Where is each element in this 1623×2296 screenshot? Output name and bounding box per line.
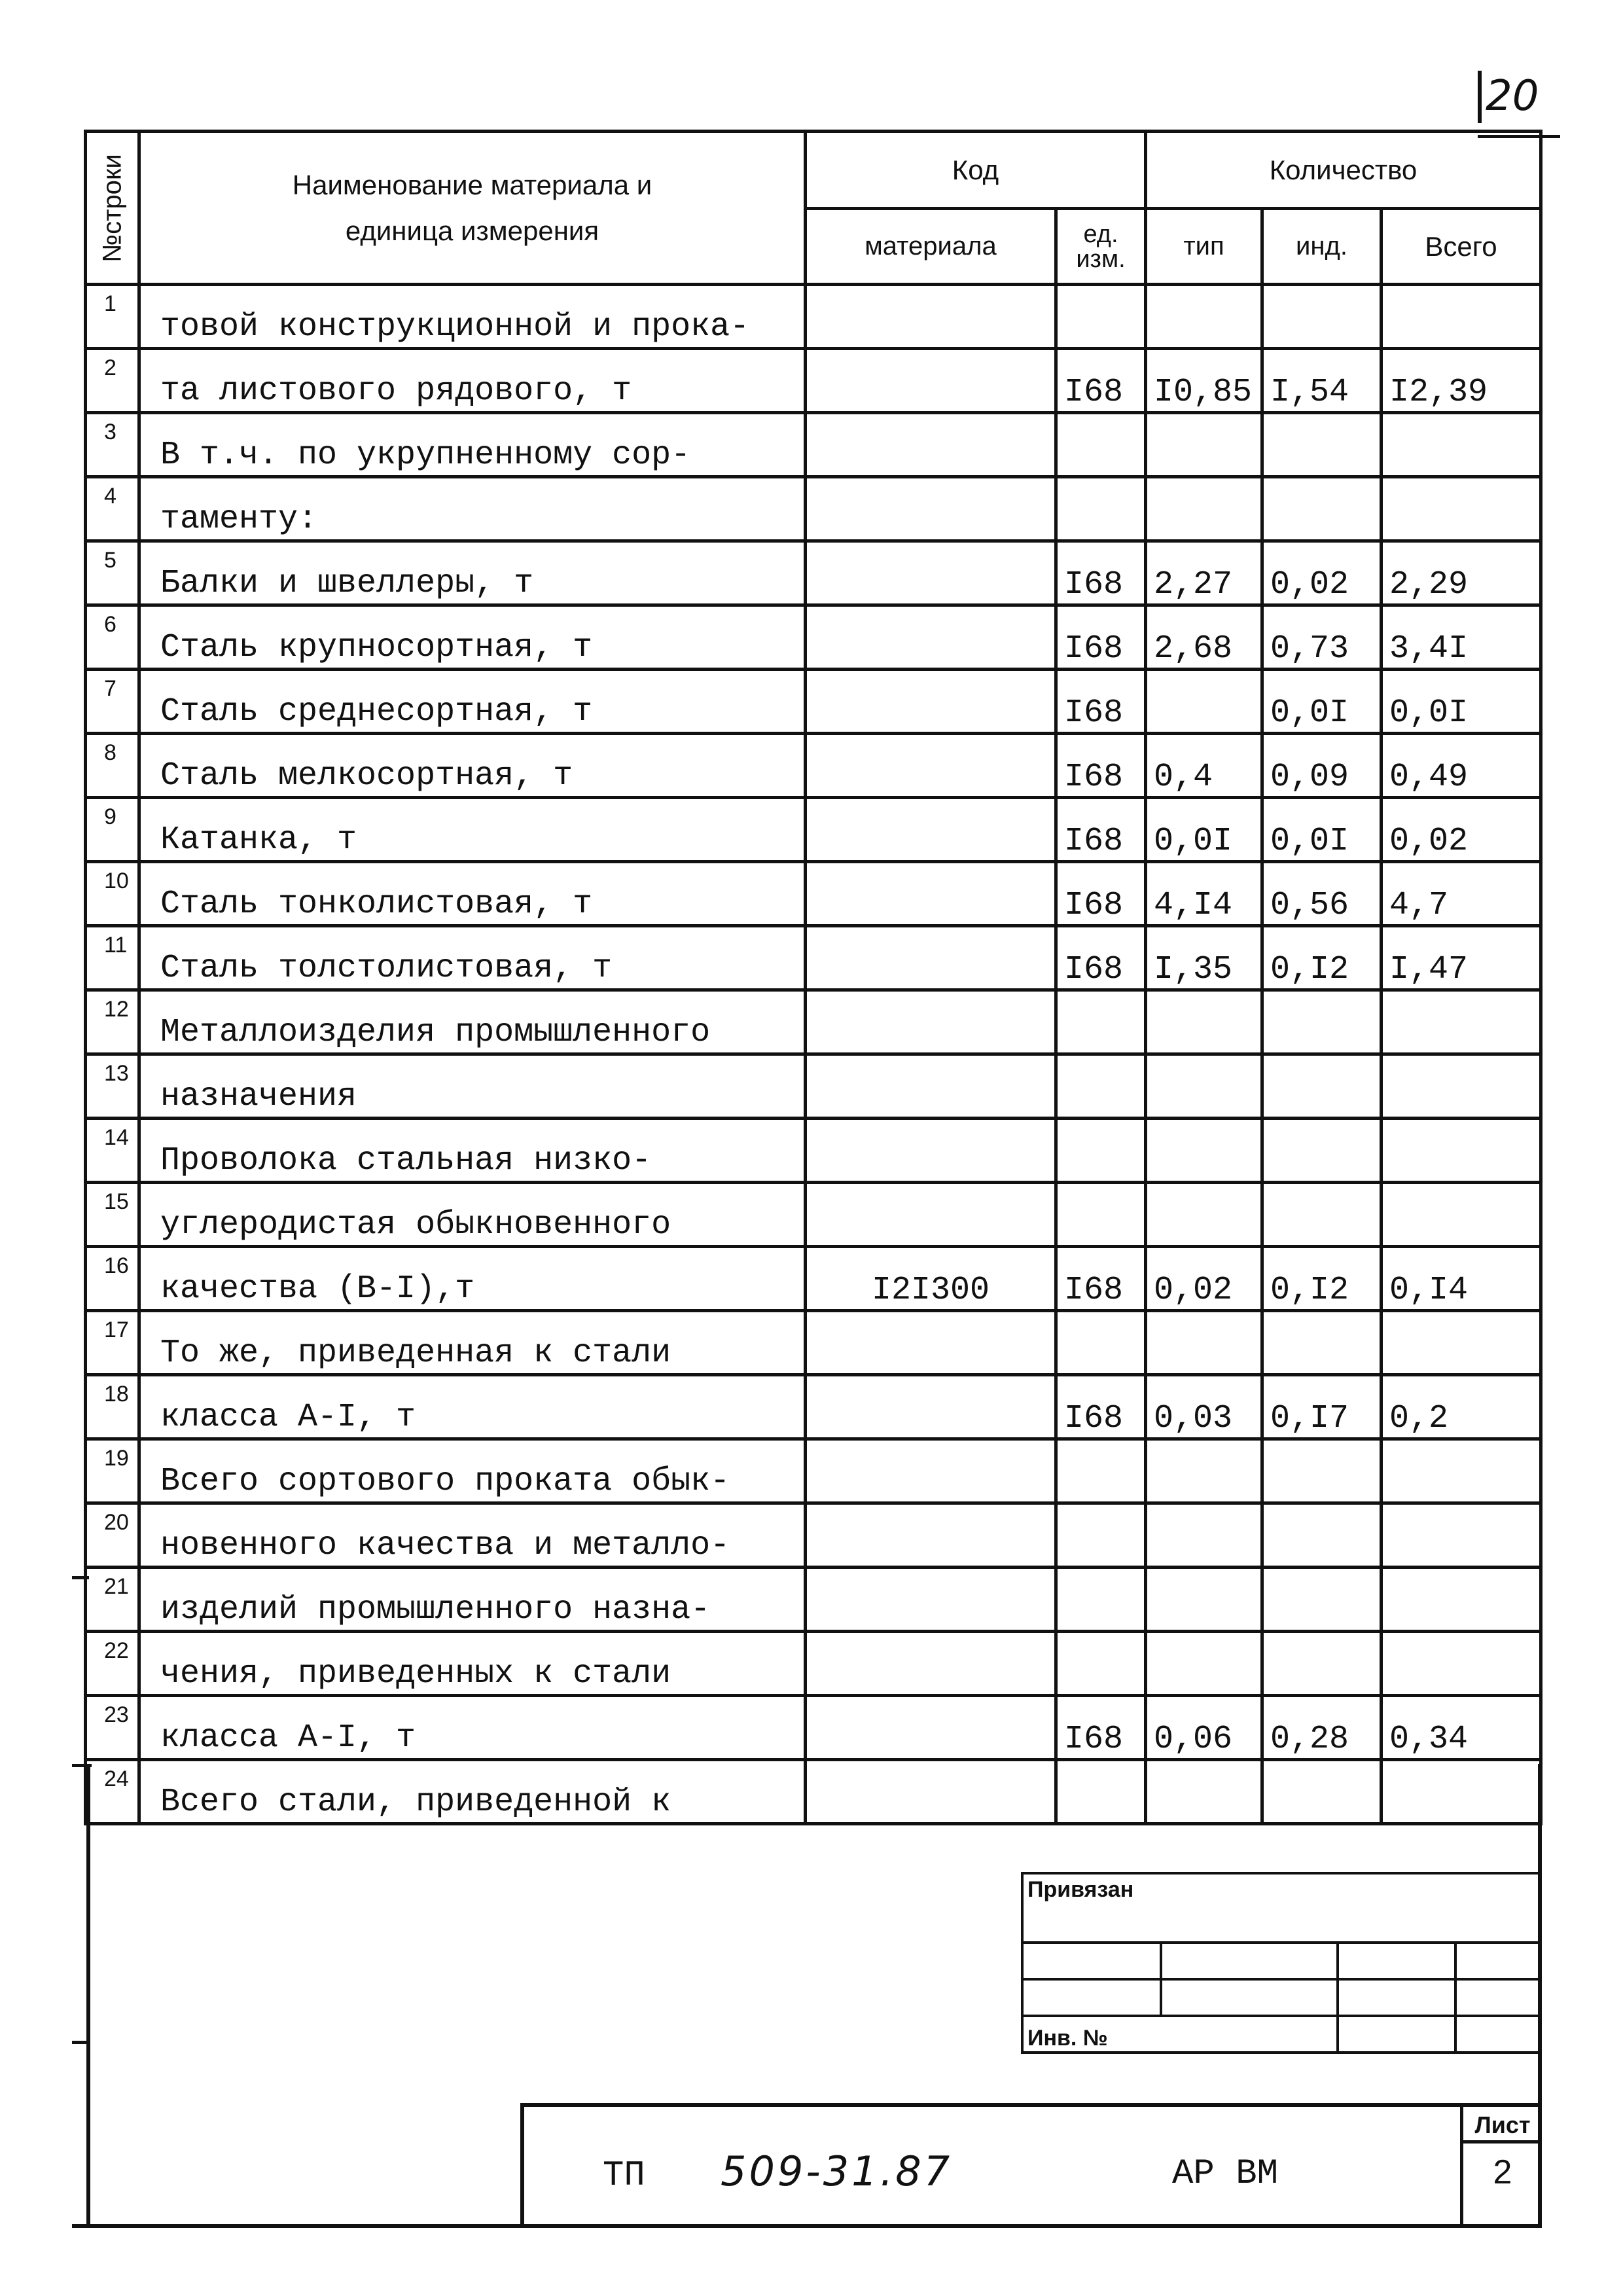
header-qty-total: Всего xyxy=(1382,209,1541,285)
unit-code xyxy=(1056,413,1146,477)
table-row xyxy=(86,990,1541,1054)
material-code xyxy=(806,1696,1056,1760)
material-name: Сталь толстолистовая, т xyxy=(139,926,806,990)
table-row xyxy=(86,1375,1541,1439)
row-number: 20 xyxy=(86,1503,139,1568)
qty-type xyxy=(1146,1119,1262,1183)
row-number: 23 xyxy=(86,1696,139,1760)
qty-total: 0,0I xyxy=(1382,670,1541,734)
qty-type xyxy=(1146,285,1262,349)
qty-total: I,47 xyxy=(1382,926,1541,990)
qty-total xyxy=(1382,477,1541,541)
material-name: Сталь крупносортная, т xyxy=(139,605,806,670)
qty-ind: 0,09 xyxy=(1262,734,1382,798)
unit-code xyxy=(1056,1054,1146,1119)
table-row xyxy=(86,1696,1541,1760)
material-code xyxy=(806,477,1056,541)
qty-total xyxy=(1382,1760,1541,1824)
qty-ind: 0,I7 xyxy=(1262,1375,1382,1439)
unit-code: I68 xyxy=(1056,1375,1146,1439)
table-row xyxy=(86,605,1541,670)
row-number: 3 xyxy=(86,413,139,477)
qty-type: 0,02 xyxy=(1146,1247,1262,1311)
row-number: 10 xyxy=(86,862,139,926)
row-number: 14 xyxy=(86,1119,139,1183)
row-number: 13 xyxy=(86,1054,139,1119)
qty-type: I0,85 xyxy=(1146,349,1262,413)
row-number: 21 xyxy=(86,1568,139,1632)
row-number: 19 xyxy=(86,1439,139,1503)
table-row xyxy=(86,734,1541,798)
unit-code xyxy=(1056,1503,1146,1568)
header-row-number xyxy=(86,132,139,285)
material-name: та листового рядового, т xyxy=(139,349,806,413)
qty-ind: I,54 xyxy=(1262,349,1382,413)
qty-ind xyxy=(1262,1632,1382,1696)
row-number: 16 xyxy=(86,1247,139,1311)
qty-type: I,35 xyxy=(1146,926,1262,990)
qty-ind xyxy=(1262,1183,1382,1247)
frame-bottom-border xyxy=(72,2224,1542,2228)
unit-code: I68 xyxy=(1056,862,1146,926)
material-code xyxy=(806,926,1056,990)
frame-top-tick xyxy=(72,1764,92,1767)
row-number: 24 xyxy=(86,1760,139,1824)
table-row xyxy=(86,1503,1541,1568)
material-code xyxy=(806,734,1056,798)
table-row xyxy=(86,670,1541,734)
table-row xyxy=(86,1183,1541,1247)
row-number: 1 xyxy=(86,285,139,349)
qty-total: 4,7 xyxy=(1382,862,1541,926)
qty-total xyxy=(1382,1119,1541,1183)
qty-type: 4,I4 xyxy=(1146,862,1262,926)
material-name: Сталь среднесортная, т xyxy=(139,670,806,734)
qty-type xyxy=(1146,1632,1262,1696)
row-number: 7 xyxy=(86,670,139,734)
material-name: таменту: xyxy=(139,477,806,541)
qty-type xyxy=(1146,1183,1262,1247)
title-prefix: ТП xyxy=(603,2156,645,2196)
row-number: 2 xyxy=(86,349,139,413)
material-code xyxy=(806,990,1056,1054)
approval-stamp xyxy=(1021,1872,1541,2054)
table-row xyxy=(86,798,1541,862)
qty-ind xyxy=(1262,1439,1382,1503)
qty-type: 0,0I xyxy=(1146,798,1262,862)
material-code xyxy=(806,1760,1056,1824)
page-number: 20 xyxy=(1486,72,1539,120)
title-block xyxy=(520,2103,1538,2224)
qty-ind xyxy=(1262,477,1382,541)
qty-type xyxy=(1146,1439,1262,1503)
table-row xyxy=(86,1247,1541,1311)
qty-total: 0,02 xyxy=(1382,798,1541,862)
header-code-group: Код xyxy=(806,132,1146,209)
table-row xyxy=(86,926,1541,990)
row-number: 5 xyxy=(86,541,139,605)
material-code xyxy=(806,862,1056,926)
unit-code: I68 xyxy=(1056,798,1146,862)
material-code xyxy=(806,1568,1056,1632)
table-row xyxy=(86,1119,1541,1183)
row-number: 4 xyxy=(86,477,139,541)
material-name: В т.ч. по укрупненному сор- xyxy=(139,413,806,477)
qty-type xyxy=(1146,990,1262,1054)
qty-ind: 0,I2 xyxy=(1262,926,1382,990)
unit-code xyxy=(1056,1439,1146,1503)
material-code xyxy=(806,1503,1056,1568)
qty-type xyxy=(1146,1054,1262,1119)
qty-ind xyxy=(1262,1119,1382,1183)
material-code xyxy=(806,285,1056,349)
row-number: 11 xyxy=(86,926,139,990)
document-code: АР ВМ xyxy=(1172,2154,1279,2194)
stamp-inv-label: Инв. № xyxy=(1027,2026,1108,2051)
qty-total: I2,39 xyxy=(1382,349,1541,413)
qty-type xyxy=(1146,1568,1262,1632)
frame-left-border xyxy=(86,1764,90,2225)
qty-ind xyxy=(1262,1054,1382,1119)
header-name: Наименование материала и единица измерения xyxy=(139,132,806,285)
material-code xyxy=(806,413,1056,477)
table-row xyxy=(86,1632,1541,1696)
sheet-label: Лист xyxy=(1463,2107,1542,2144)
unit-code xyxy=(1056,1311,1146,1375)
material-code xyxy=(806,1375,1056,1439)
row-number: 18 xyxy=(86,1375,139,1439)
qty-ind: 0,I2 xyxy=(1262,1247,1382,1311)
materials-table xyxy=(84,130,1543,1825)
material-name: То же, приведенная к стали xyxy=(139,1311,806,1375)
unit-code: I68 xyxy=(1056,605,1146,670)
qty-type: 2,27 xyxy=(1146,541,1262,605)
table-row xyxy=(86,1054,1541,1119)
material-code xyxy=(806,670,1056,734)
row-number: 9 xyxy=(86,798,139,862)
page-number-bar xyxy=(1478,71,1482,123)
unit-code: I68 xyxy=(1056,349,1146,413)
header-qty-ind: инд. xyxy=(1262,209,1382,285)
table-row xyxy=(86,413,1541,477)
unit-code: I68 xyxy=(1056,1247,1146,1311)
material-code xyxy=(806,541,1056,605)
material-name: назначения xyxy=(139,1054,806,1119)
qty-total xyxy=(1382,1183,1541,1247)
qty-ind xyxy=(1262,1311,1382,1375)
unit-code: I68 xyxy=(1056,734,1146,798)
qty-ind xyxy=(1262,285,1382,349)
material-name: Всего сортового проката обык- xyxy=(139,1439,806,1503)
unit-code xyxy=(1056,477,1146,541)
table-row xyxy=(86,1311,1541,1375)
header-code-unit: ед. изм. xyxy=(1056,209,1146,285)
material-name: Сталь тонколистовая, т xyxy=(139,862,806,926)
qty-ind xyxy=(1262,1568,1382,1632)
table-row xyxy=(86,541,1541,605)
material-code xyxy=(806,605,1056,670)
material-name: Металлоизделия промышленного xyxy=(139,990,806,1054)
qty-type xyxy=(1146,1311,1262,1375)
material-name: Проволока стальная низко- xyxy=(139,1119,806,1183)
unit-code xyxy=(1056,990,1146,1054)
qty-ind: 0,28 xyxy=(1262,1696,1382,1760)
material-code xyxy=(806,349,1056,413)
unit-code: I68 xyxy=(1056,926,1146,990)
table-row xyxy=(86,1760,1541,1824)
material-code xyxy=(806,1054,1056,1119)
material-name: Сталь мелкосортная, т xyxy=(139,734,806,798)
qty-type: 0,03 xyxy=(1146,1375,1262,1439)
qty-type xyxy=(1146,1760,1262,1824)
material-name: чения, приведенных к стали xyxy=(139,1632,806,1696)
material-name: Балки и швеллеры, т xyxy=(139,541,806,605)
row-number: 22 xyxy=(86,1632,139,1696)
row-number: 17 xyxy=(86,1311,139,1375)
qty-type: 2,68 xyxy=(1146,605,1262,670)
material-code xyxy=(806,1439,1056,1503)
material-name: углеродистая обыкновенного xyxy=(139,1183,806,1247)
unit-code xyxy=(1056,1183,1146,1247)
qty-ind: 0,56 xyxy=(1262,862,1382,926)
material-name: Всего стали, приведенной к xyxy=(139,1760,806,1824)
margin-tick xyxy=(72,1576,89,1579)
table-row xyxy=(86,477,1541,541)
material-name: новенного качества и металло- xyxy=(139,1503,806,1568)
qty-total xyxy=(1382,413,1541,477)
qty-ind: 0,0I xyxy=(1262,798,1382,862)
qty-type xyxy=(1146,670,1262,734)
header-qty-type: тип xyxy=(1146,209,1262,285)
qty-ind xyxy=(1262,413,1382,477)
material-code xyxy=(806,1632,1056,1696)
material-name: класса А-I, т xyxy=(139,1375,806,1439)
material-name: класса А-I, т xyxy=(139,1696,806,1760)
unit-code xyxy=(1056,1632,1146,1696)
row-number: 12 xyxy=(86,990,139,1054)
qty-total: 3,4I xyxy=(1382,605,1541,670)
material-code xyxy=(806,1119,1056,1183)
table-row xyxy=(86,1439,1541,1503)
row-number: 8 xyxy=(86,734,139,798)
table-row xyxy=(86,285,1541,349)
qty-total xyxy=(1382,1568,1541,1632)
unit-code: I68 xyxy=(1056,670,1146,734)
header-code-material: материала xyxy=(806,209,1056,285)
unit-code xyxy=(1056,1760,1146,1824)
material-name: Катанка, т xyxy=(139,798,806,862)
qty-total xyxy=(1382,990,1541,1054)
qty-ind: 0,0I xyxy=(1262,670,1382,734)
qty-total: 0,2 xyxy=(1382,1375,1541,1439)
qty-total: 0,I4 xyxy=(1382,1247,1541,1311)
qty-ind xyxy=(1262,1760,1382,1824)
stamp-attached-label: Привязан xyxy=(1027,1877,1134,1902)
row-number: 6 xyxy=(86,605,139,670)
material-code: I2I300 xyxy=(806,1247,1056,1311)
qty-type: 0,4 xyxy=(1146,734,1262,798)
qty-total xyxy=(1382,1439,1541,1503)
header-row-number-label: №строки xyxy=(98,153,126,262)
row-number: 15 xyxy=(86,1183,139,1247)
unit-code xyxy=(1056,285,1146,349)
table-row xyxy=(86,349,1541,413)
qty-ind: 0,73 xyxy=(1262,605,1382,670)
qty-total: 0,49 xyxy=(1382,734,1541,798)
sheet-number: 2 xyxy=(1493,2153,1512,2191)
qty-total xyxy=(1382,1054,1541,1119)
qty-ind xyxy=(1262,990,1382,1054)
table-row xyxy=(86,862,1541,926)
material-code xyxy=(806,798,1056,862)
qty-total: 2,29 xyxy=(1382,541,1541,605)
header-qty-group: Количество xyxy=(1146,132,1541,209)
unit-code: I68 xyxy=(1056,1696,1146,1760)
qty-total xyxy=(1382,285,1541,349)
margin-tick xyxy=(72,2041,89,2044)
unit-code xyxy=(1056,1119,1146,1183)
unit-code xyxy=(1056,1568,1146,1632)
qty-type xyxy=(1146,477,1262,541)
material-code xyxy=(806,1183,1056,1247)
table-row xyxy=(86,1568,1541,1632)
qty-total xyxy=(1382,1632,1541,1696)
material-name: товой конструкционной и прока- xyxy=(139,285,806,349)
qty-total xyxy=(1382,1503,1541,1568)
qty-ind xyxy=(1262,1503,1382,1568)
qty-type: 0,06 xyxy=(1146,1696,1262,1760)
qty-ind: 0,02 xyxy=(1262,541,1382,605)
qty-total xyxy=(1382,1311,1541,1375)
material-name: изделий промышленного назна- xyxy=(139,1568,806,1632)
unit-code: I68 xyxy=(1056,541,1146,605)
qty-total: 0,34 xyxy=(1382,1696,1541,1760)
qty-type xyxy=(1146,1503,1262,1568)
qty-type xyxy=(1146,413,1262,477)
project-number: 509-31.87 xyxy=(721,2147,953,2195)
sheet-cell xyxy=(1460,2107,1542,2228)
material-code xyxy=(806,1311,1056,1375)
material-name: качества (В-I),т xyxy=(139,1247,806,1311)
